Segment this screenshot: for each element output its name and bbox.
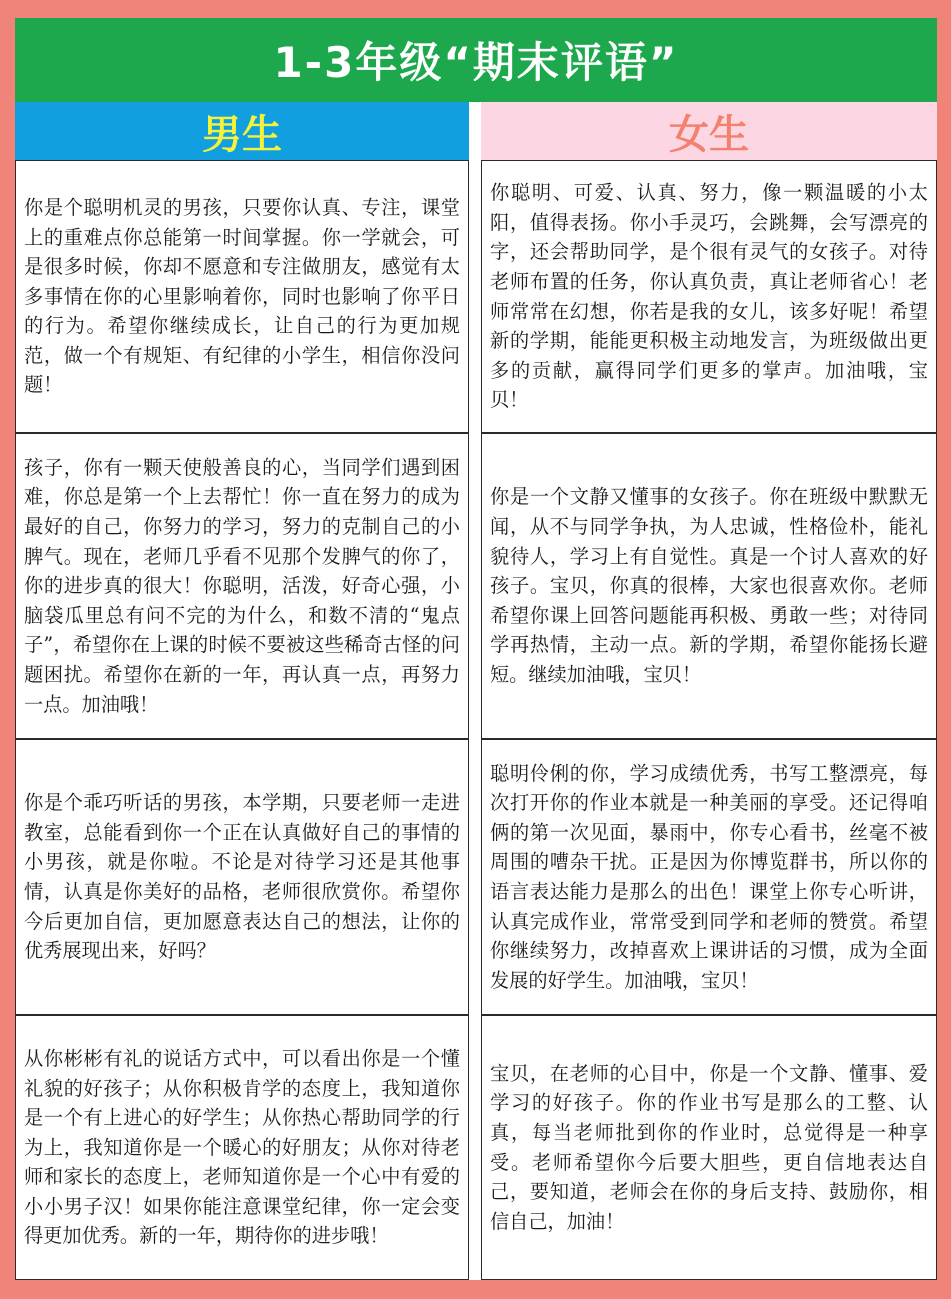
boy-comment-text-4: 从你彬彬有礼的说话方式中，可以看出你是一个懂礼貌的好孩子；从你积极肯学的态度上，我知道你是一个有上进心的好学生；从你热心帮助同学的行为上，我知道你是一个暖心的好朋友；从你对待老师和家长的态度上，老师知道你是一个心中有爱的小小男子汉！如果你能注意课堂纪律，你一定会变得更加优秀。新的一年，期待你的进步哦！: [24, 1046, 460, 1248]
girl-comment-cell-1: [481, 160, 937, 433]
boy-comment-cell-3: [15, 739, 469, 1015]
girl-comment-text-2: 你是一个文静又懂事的女孩子。你在班级中默默无闻，从不与同学争执，为人忠诚，性格俭朴，能礼貌待人，学习上有自觉性。真是一个讨人喜欢的好孩子。宝贝，你真的很棒，大家也很喜欢你。老师希望你课上回答问题能再积极、勇敢一些；对待同学再热情，主动一点。新的学期，希望你能扬长避短。继续加油哦，宝贝！: [490, 485, 928, 686]
page-title: 1-3年级“期末评语”: [273, 38, 679, 87]
comments-table: [15, 160, 937, 1280]
boy-header-label: 男生: [202, 111, 282, 158]
girl-comment-text-4: 宝贝，在老师的心目中，你是一个文静、懂事、爱学习的好孩子。你的作业书写是那么的工整、认真，每当老师批到你的作业时，总觉得是一种享受。老师希望你今后要大胆些，更自信地表达自己，要知道，老师会在你的身后支持、鼓励你，相信自己，加油！: [490, 1061, 928, 1233]
boy-comment-text-2: 孩子，你有一颗天使般善良的心，当同学们遇到困难，你总是第一个上去帮忙！你一直在努力的成为最好的自己，你努力的学习，努力的克制自己的小脾气。现在，老师几乎看不见那个发脾气的你了，你的进步真的很大！你聪明，活泼，好奇心强，小脑袋瓜里总有问不完的为什么，和数不清的“鬼点子”，希望你在上课的时候不要被这些稀奇古怪的问题困扰。希望你在新的一年，再认真一点，再努力一点。加油哦！: [24, 455, 460, 716]
boy-column-header: [15, 102, 469, 160]
girl-comment-cell-4: [481, 1015, 937, 1280]
title-banner: [15, 18, 937, 102]
girl-comment-cell-3: [481, 739, 937, 1015]
boy-comment-cell-1: [15, 160, 469, 433]
boy-comment-text-3: 你是个乖巧听话的男孩，本学期，只要老师一走进教室，总能看到你一个正在认真做好自己的事情的小男孩，就是你啦。不论是对待学习还是其他事情，认真是你美好的品格，老师很欣赏你。希望你今后更加自信，更加愿意表达自己的想法，让你的优秀展现出来，好吗？: [24, 791, 460, 963]
comment-sheet: [15, 18, 937, 1280]
boy-comment-cell-2: [15, 433, 469, 739]
girl-header-label: 女生: [669, 111, 749, 158]
girl-comment-text-3: 聪明伶俐的你，学习成绩优秀，书写工整漂亮，每次打开你的作业本就是一种美丽的享受。还记得咱俩的第一次见面，暴雨中，你专心看书，丝毫不被周围的嘈杂干扰。正是因为你博览群书，所以你的语言表达能力是那么的出色！课堂上你专心听讲，认真完成作业，常常受到同学和老师的赞赏。希望你继续努力，改掉喜欢上课讲话的习惯，成为全面发展的好学生。加油哦，宝贝！: [490, 761, 928, 992]
boy-comment-text-1: 你是个聪明机灵的男孩，只要你认真、专注，课堂上的重难点你总能第一时间掌握。你一学就会，可是很多时候，你却不愿意和专注做朋友，感觉有太多事情在你的心里影响着你，同时也影响了你平日的行为。希望你继续成长，让自己的行为更加规范，做一个有规矩、有纪律的小学生，相信你没问题！: [24, 195, 460, 397]
girl-column-header: [481, 102, 937, 160]
boy-comment-cell-4: [15, 1015, 469, 1280]
girl-comment-cell-2: [481, 433, 937, 739]
girl-comment-text-1: 你聪明、可爱、认真、努力，像一颗温暖的小太阳，值得表扬。你小手灵巧，会跳舞，会写漂亮的字，还会帮助同学，是个很有灵气的女孩子。对待老师布置的任务，你认真负责，真让老师省心！老师常常在幻想，你若是我的女儿，该多好呢！希望新的学期，能能更积极主动地发言，为班级做出更多的贡献，赢得同学们更多的掌声。加油哦，宝贝！: [490, 181, 928, 412]
